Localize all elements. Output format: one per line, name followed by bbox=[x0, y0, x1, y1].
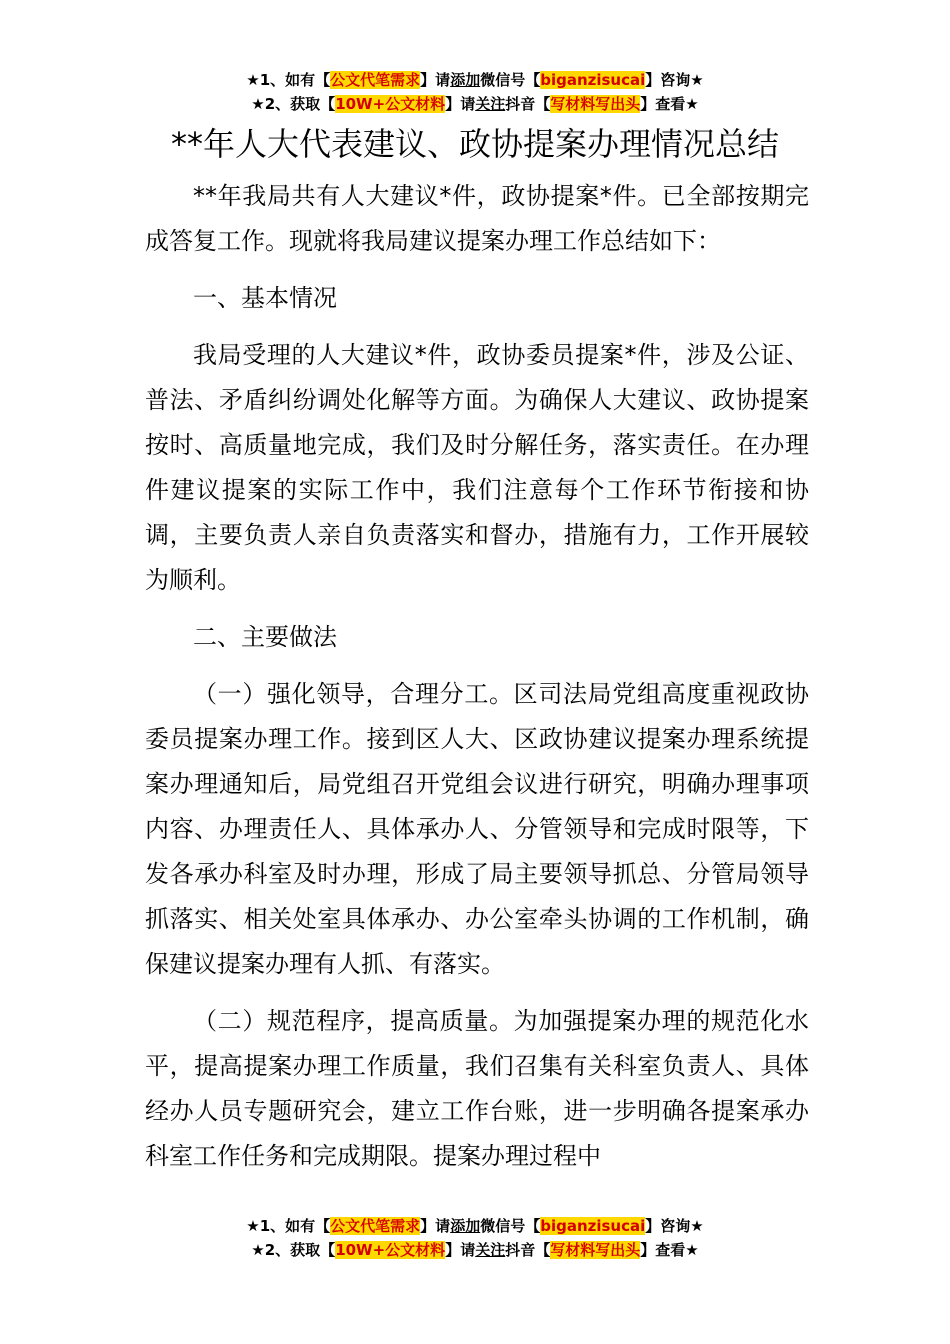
star-icon: ★ bbox=[246, 71, 260, 89]
paragraph-method-1: （一）强化领导，合理分工。区司法局党组高度重视政协委员提案办理工作。接到区人大、区政协建议提案办理系统提案办理通知后，局党组召开党组会议进行研究，明确办理事项内容、办理责任人、具体承办人、分管领导和完成时限等，下发各承办科室及时办理，形成了局主要领导抓总、分管局领导抓落实、相关处室具体承办、办公室牵头协调的工作机制，确保建议提案办理有人抓、有落实。 bbox=[145, 680, 809, 978]
promo-banner-bottom bbox=[0, 1214, 950, 1262]
section-heading-basic: 一、基本情况 bbox=[193, 284, 337, 312]
promo-line-1 bbox=[0, 68, 950, 92]
promo-emphasis: 添加 bbox=[450, 71, 481, 89]
promo-text: 2、获取【 bbox=[264, 95, 336, 113]
promo-text: 】请 bbox=[445, 95, 476, 113]
promo-emphasis: 添加 bbox=[450, 1217, 481, 1235]
promo-emphasis: 关注 bbox=[475, 95, 506, 113]
promo-highlight: 10W+公文材料 bbox=[335, 95, 446, 113]
promo-text: 微信号【 bbox=[480, 1217, 541, 1235]
promo-highlight: 10W+公文材料 bbox=[335, 1241, 446, 1259]
paragraph-intro: **年我局共有人大建议*件，政协提案*件。已全部按期完成答复工作。现就将我局建议提案办理工作总结如下： bbox=[145, 182, 809, 255]
section-heading-methods: 二、主要做法 bbox=[193, 623, 337, 651]
promo-text: 】查看★ bbox=[640, 1241, 699, 1259]
promo-banner-top bbox=[0, 68, 950, 116]
promo-text: 1、如有【 bbox=[259, 1217, 331, 1235]
promo-text: 微信号【 bbox=[480, 71, 541, 89]
star-icon: ★ bbox=[251, 95, 265, 113]
promo-wechat-id: biganzisucai bbox=[540, 71, 646, 89]
promo-wechat-id: biganzisucai bbox=[540, 1217, 646, 1235]
promo-text: 抖音【 bbox=[505, 95, 551, 113]
promo-line-2 bbox=[0, 92, 950, 116]
promo-text: 2、获取【 bbox=[264, 1241, 336, 1259]
promo-text: 】咨询★ bbox=[645, 1217, 704, 1235]
promo-line-1 bbox=[0, 1214, 950, 1238]
promo-highlight: 公文代笔需求 bbox=[330, 1217, 421, 1235]
promo-text: 】查看★ bbox=[640, 95, 699, 113]
promo-text: 】咨询★ bbox=[645, 71, 704, 89]
document-title: **年人大代表建议、政协提案办理情况总结 bbox=[170, 125, 779, 163]
promo-text: 】请 bbox=[420, 71, 451, 89]
document-body bbox=[145, 174, 809, 1191]
promo-text: 抖音【 bbox=[505, 1241, 551, 1259]
promo-highlight: 公文代笔需求 bbox=[330, 71, 421, 89]
promo-douyin-id: 写材料写出头 bbox=[550, 1241, 641, 1259]
promo-text: 】请 bbox=[445, 1241, 476, 1259]
promo-line-2 bbox=[0, 1238, 950, 1262]
promo-text: 】请 bbox=[420, 1217, 451, 1235]
promo-emphasis: 关注 bbox=[475, 1241, 506, 1259]
promo-text: 1、如有【 bbox=[259, 71, 331, 89]
paragraph-method-2: （二）规范程序，提高质量。为加强提案办理的规范化水平，提高提案办理工作质量，我们召集有关科室负责人、具体经办人员专题研究会，建立工作台账，进一步明确各提案承办科室工作任务和完成期限。提案办理过程中 bbox=[145, 1007, 809, 1170]
star-icon: ★ bbox=[246, 1217, 260, 1235]
star-icon: ★ bbox=[251, 1241, 265, 1259]
paragraph-basic-situation: 我局受理的人大建议*件，政协委员提案*件，涉及公证、普法、矛盾纠纷调处化解等方面。为确保人大建议、政协提案按时、高质量地完成，我们及时分解任务，落实责任。在办理件建议提案的实际工作中，我们注意每个工作环节衔接和协调，主要负责人亲自负责落实和督办，措施有力，工作开展较为顺利。 bbox=[145, 341, 809, 594]
promo-douyin-id: 写材料写出头 bbox=[550, 95, 641, 113]
